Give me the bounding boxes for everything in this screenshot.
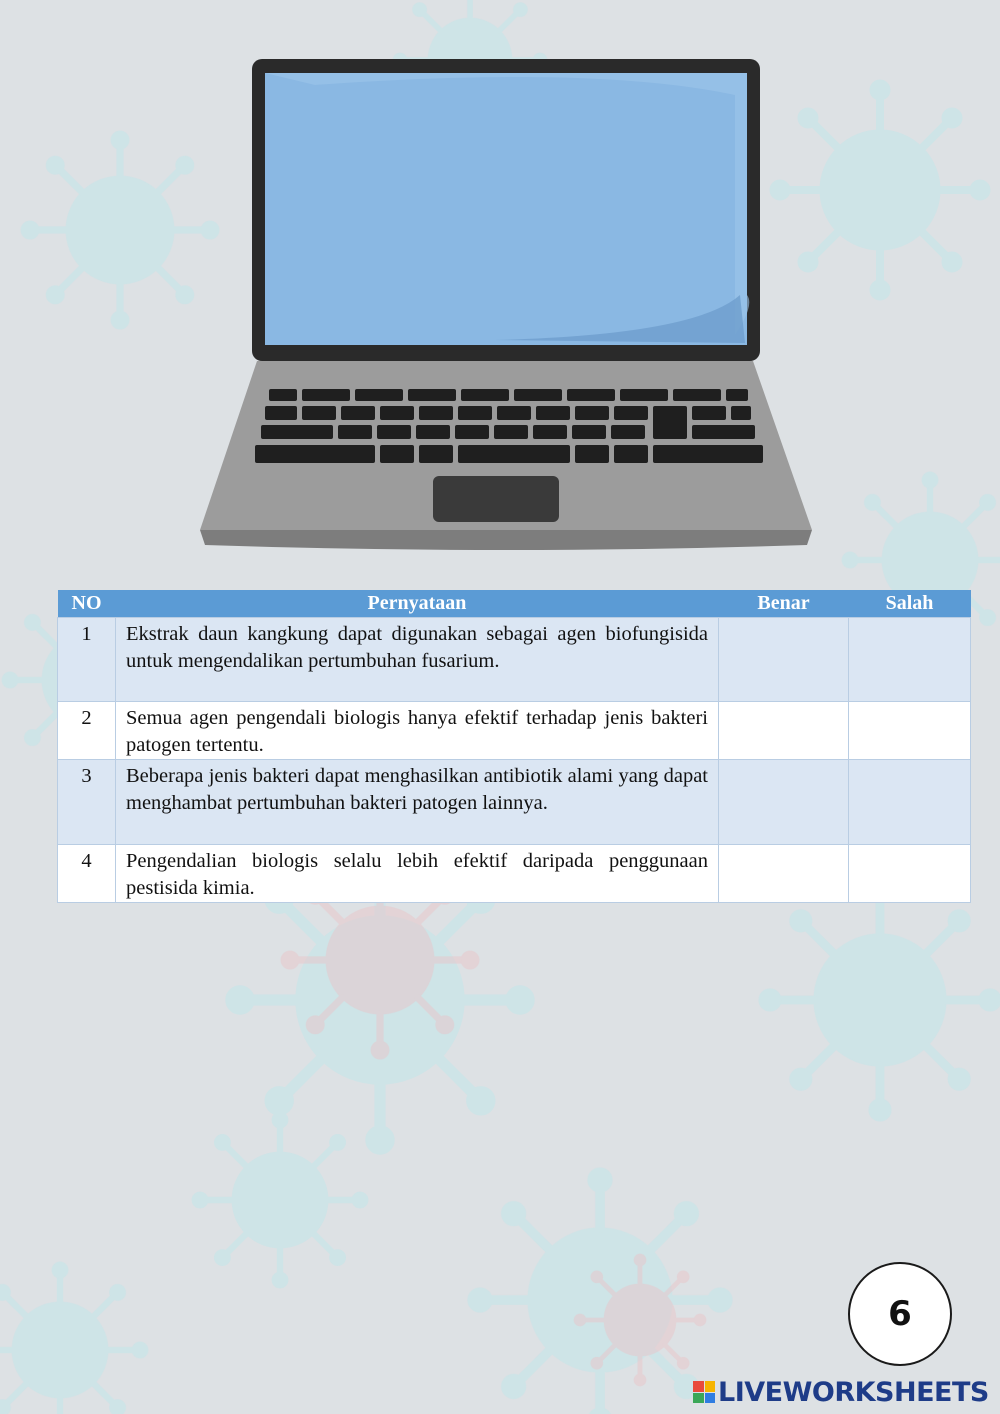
answer-true-cell[interactable] bbox=[719, 702, 849, 760]
laptop-illustration bbox=[195, 55, 815, 555]
row-number: 4 bbox=[58, 845, 116, 903]
header-statement: Pernyataan bbox=[116, 590, 719, 618]
row-statement: Ekstrak daun kangkung dapat digunakan sebagai agen biofungisida untuk mengendalikan pertumbuhan fusarium. bbox=[116, 618, 719, 702]
liveworksheets-logo-icon bbox=[693, 1381, 715, 1403]
page-number: 6 bbox=[848, 1262, 952, 1366]
row-number: 3 bbox=[58, 760, 116, 845]
table-header-row bbox=[58, 590, 971, 618]
answer-false-cell[interactable] bbox=[849, 845, 971, 903]
answer-true-cell[interactable] bbox=[719, 618, 849, 702]
header-no: NO bbox=[58, 590, 116, 618]
answer-false-cell[interactable] bbox=[849, 618, 971, 702]
answer-true-cell[interactable] bbox=[719, 845, 849, 903]
brand-name: LIVEWORKSHEETS bbox=[718, 1376, 989, 1408]
table-row bbox=[58, 760, 971, 845]
row-statement: Beberapa jenis bakteri dapat menghasilkan antibiotik alami yang dapat menghambat pertumbuhan bakteri patogen lainnya. bbox=[116, 760, 719, 845]
answer-false-cell[interactable] bbox=[849, 760, 971, 845]
row-statement: Pengendalian biologis selalu lebih efektif daripada penggunaan pestisida kimia. bbox=[116, 845, 719, 903]
brand-logo bbox=[693, 1375, 989, 1409]
header-false: Salah bbox=[849, 590, 971, 618]
answer-true-cell[interactable] bbox=[719, 760, 849, 845]
header-true: Benar bbox=[719, 590, 849, 618]
answer-false-cell[interactable] bbox=[849, 702, 971, 760]
table-row bbox=[58, 618, 971, 702]
row-number: 2 bbox=[58, 702, 116, 760]
table-row bbox=[58, 702, 971, 760]
row-statement: Semua agen pengendali biologis hanya efektif terhadap jenis bakteri patogen tertentu. bbox=[116, 702, 719, 760]
statement-table bbox=[57, 590, 971, 903]
table-row bbox=[58, 845, 971, 903]
row-number: 1 bbox=[58, 618, 116, 702]
